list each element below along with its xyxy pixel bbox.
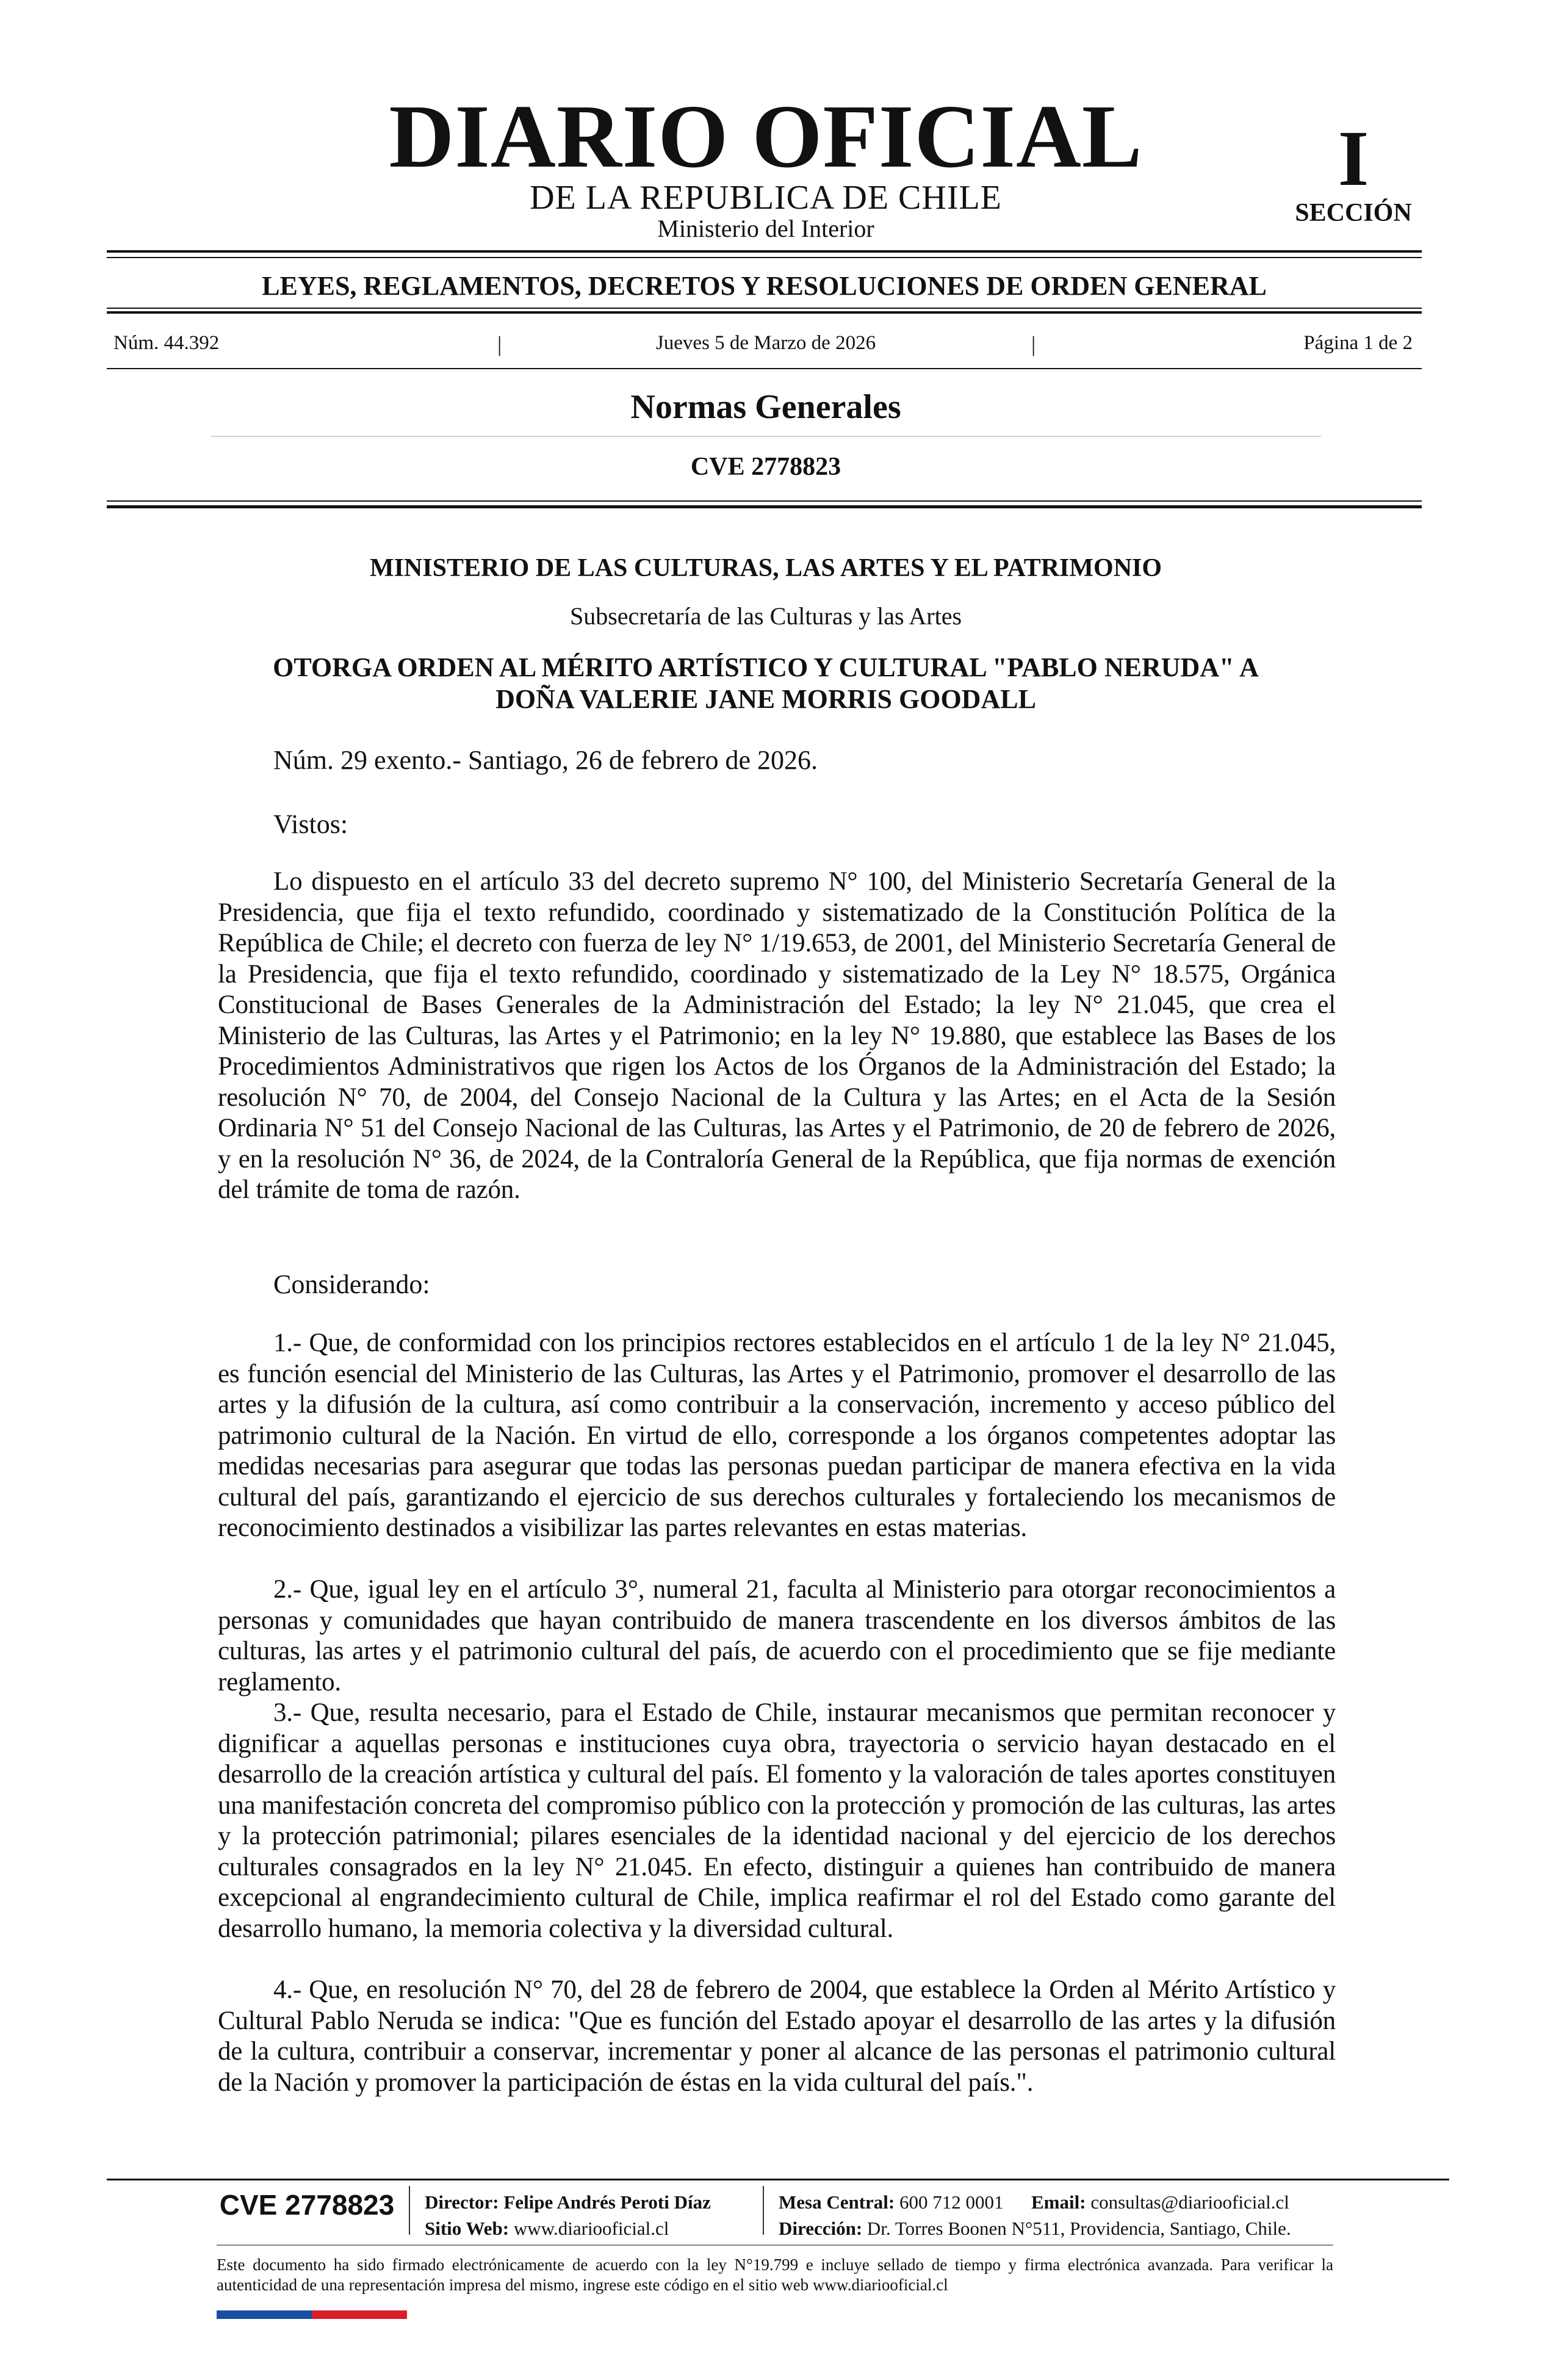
document-title bbox=[183, 652, 1349, 715]
newspaper-ministry: Ministerio del Interior bbox=[657, 215, 874, 242]
category-divider bbox=[211, 436, 1321, 437]
meta-separator: | bbox=[1031, 332, 1036, 356]
laws-banner: LEYES, REGLAMENTOS, DECRETOS Y RESOLUCIONES DE ORDEN GENERAL bbox=[262, 271, 1267, 301]
footer-mesa-label: Mesa Central: bbox=[779, 2191, 895, 2213]
masthead-rule-top bbox=[107, 250, 1422, 253]
page-indicator: Página 1 de 2 bbox=[1303, 332, 1413, 354]
document-title-line: DOÑA VALERIE JANE MORRIS GOODALL bbox=[495, 684, 1036, 714]
meta-separator: | bbox=[497, 332, 502, 356]
issue-date: Jueves 5 de Marzo de 2026 bbox=[655, 332, 876, 354]
footer-website-link[interactable]: www.diariooficial.cl bbox=[513, 2218, 669, 2239]
footer-director bbox=[425, 2193, 711, 2212]
considerando-paragraph: 3.- Que, resulta necesario, para el Estado de Chile, instaurar mecanismos que permitan reconocer y dignificar a aquellas personas e instituciones cuya obra, trayectoria o servicio hayan destacado en el desarrollo de la creación artística y cultural del país. El fomento y la valoración de tales aportes constituyen una manifestación concreta del compromiso público con la protección y promoción de las culturas, las artes y la protección patrimonial; pilares esenciales de la identidad nacional y del ejercicio de los derechos culturales consagrados en la ley N° 21.045. En efecto, distinguir a quienes han contribuido de manera excepcional al engrandecimiento cultural de Chile, implica reafirmar el rol del Estado como garante del desarrollo humano, la memoria colectiva y la diversidad cultural. bbox=[218, 1698, 1336, 1943]
masthead-rule-top-thin bbox=[107, 257, 1422, 258]
heading-rule bbox=[107, 505, 1422, 508]
ministry-heading: MINISTERIO DE LAS CULTURAS, LAS ARTES Y EL PATRIMONIO bbox=[369, 554, 1162, 582]
vistos-label: Vistos: bbox=[273, 809, 348, 839]
footer-legal-notice: Este documento ha sido firmado electrónicamente de acuerdo con la ley N°19.799 e incluye sellado de tiempo y firma electrónica avanzada. Para verificar la autenticidad de una representación impresa del mismo, ingrese este código en el sitio web www.diariooficial.cl bbox=[217, 2256, 1333, 2294]
footer-divider bbox=[763, 2186, 764, 2235]
flag-stripe-red bbox=[312, 2310, 407, 2319]
footer-address-label: Dirección: bbox=[779, 2218, 863, 2239]
section-number: I bbox=[1338, 115, 1369, 203]
masthead-rule-bottom-thin bbox=[107, 308, 1422, 309]
considerando-label: Considerando: bbox=[273, 1269, 430, 1299]
issue-number: Núm. 44.392 bbox=[113, 332, 220, 354]
footer-rule-thin bbox=[217, 2245, 1333, 2246]
flag-stripe-blue bbox=[217, 2310, 312, 2319]
footer-website-label: Sitio Web: bbox=[425, 2218, 510, 2239]
decree-number: Núm. 29 exento.- Santiago, 26 de febrero de 2026. bbox=[273, 745, 818, 775]
footer-website bbox=[425, 2219, 669, 2238]
footer-divider bbox=[409, 2186, 410, 2235]
footer-mesa-central bbox=[779, 2193, 1289, 2212]
vistos-paragraph: Lo dispuesto en el artículo 33 del decreto supremo N° 100, del Ministerio Secretaría General de la Presidencia, que fija el texto refundido, coordinado y sistematizado de la Constitución Política de la República de Chile; el decreto con fuerza de ley N° 1/19.653, de 2001, del Ministerio Secretaría General de la Presidencia, que fija el texto refundido, coordinado y sistematizado de la Ley N° 18.575, Orgánica Constitucional de Bases Generales de la Administración del Estado; la ley N° 21.045, que crea el Ministerio de las Culturas, las Artes y el Patrimonio; en la ley N° 19.880, que establece las Bases de los Procedimientos Administrativos que rigen los Actos de los Órganos de la Administración del Estado; la resolución N° 70, de 2004, del Consejo Nacional de la Cultura y las Artes; en el Acta de la Sesión Ordinaria N° 51 del Consejo Nacional de las Culturas, las Artes y el Patrimonio, de 20 de febrero de 2026, y en la resolución N° 36, de 2024, de la Contraloría General de la República, que fija normas de exención del trámite de toma de razón. bbox=[218, 867, 1336, 1204]
newspaper-subtitle: DE LA REPUBLICA DE CHILE bbox=[530, 179, 1002, 217]
footer-email-label: Email: bbox=[1031, 2191, 1086, 2213]
meta-rule bbox=[107, 368, 1422, 369]
considerando-paragraph: 2.- Que, igual ley en el artículo 3°, numeral 21, faculta al Ministerio para otorgar reconocimientos a personas y comunidades que hayan contribuido de manera trascendente en los diversos ámbitos de las culturas, las artes y el patrimonio cultural del país, de acuerdo con el procedimiento que se fije mediante reglamento. bbox=[218, 1575, 1336, 1697]
section-label: SECCIÓN bbox=[1295, 199, 1412, 227]
footer-address bbox=[779, 2219, 1291, 2238]
heading-rule-thin bbox=[107, 500, 1422, 502]
document-title-line: OTORGA ORDEN AL MÉRITO ARTÍSTICO Y CULTURAL "PABLO NERUDA" A bbox=[273, 652, 1259, 682]
subsecretaria-heading: Subsecretaría de las Culturas y las Artes bbox=[569, 602, 962, 630]
footer-director-name: Felipe Andrés Peroti Díaz bbox=[503, 2191, 711, 2213]
footer-address-value: Dr. Torres Boonen N°511, Providencia, Santiago, Chile. bbox=[866, 2218, 1291, 2239]
newspaper-title: DIARIO OFICIAL bbox=[389, 87, 1143, 187]
footer-email-link[interactable]: consultas@diariooficial.cl bbox=[1090, 2191, 1289, 2213]
category-heading: Normas Generales bbox=[630, 388, 901, 426]
considerando-paragraph: 1.- Que, de conformidad con los principios rectores establecidos en el artículo 1 de la ley N° 21.045, es función esencial del Ministerio de las Culturas, las Artes y el Patrimonio, promover el desarrollo de las artes y la difusión de la cultura, así como contribuir a la conservación, incremento y acceso público del patrimonio cultural de la Nación. En virtud de ello, corresponde a los órganos competentes adoptar las medidas necesarias para asegurar que todas las personas puedan participar de manera efectiva en la vida cultural del país, garantizando el ejercicio de sus derechos culturales y fortaleciendo los mecanismos de reconocimiento destinados a visibilizar las partes relevantes en estas materias. bbox=[218, 1329, 1336, 1542]
footer-mesa-value: 600 712 0001 bbox=[899, 2191, 1004, 2213]
footer-cve-code: CVE 2778823 bbox=[219, 2189, 395, 2221]
cve-code: CVE 2778823 bbox=[690, 453, 841, 481]
footer-rule bbox=[107, 2179, 1449, 2180]
footer-director-label: Director: bbox=[425, 2191, 499, 2213]
masthead-rule-bottom bbox=[107, 311, 1422, 314]
considerando-paragraph: 4.- Que, en resolución N° 70, del 28 de febrero de 2004, que establece la Orden al Mérito Artístico y Cultural Pablo Neruda se indica: "Que es función del Estado apoyar el desarrollo de las artes y la difusión de la cultura, contribuir a conservar, incrementar y poner al alcance de las personas el patrimonio cultural de la Nación y promover la participación de éstas en la vida cultural del país.". bbox=[218, 1975, 1336, 2097]
